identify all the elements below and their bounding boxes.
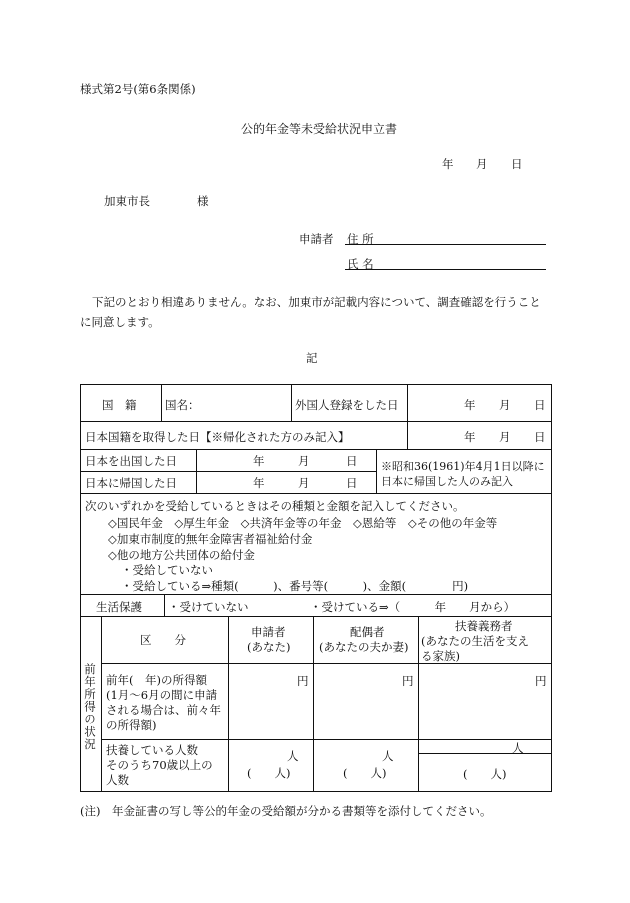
- left-japan-label: 日本を出国した日: [85, 454, 177, 468]
- returned-month: 月: [298, 476, 310, 490]
- col-applicant-2: (あなた): [247, 640, 291, 654]
- addressee-mayor: 加東市長: [104, 194, 150, 208]
- person-paren-dependent: ( 人): [463, 767, 507, 781]
- attachment-note: (注) 年金証書の写し等公的年金の受給額が分かる書類等を添付してください。: [80, 804, 492, 818]
- page-title: 公的年金等未受給状況申立書: [241, 122, 398, 136]
- nationality-label: 国 籍: [102, 398, 137, 412]
- receiving-option[interactable]: ・受給している⇒種類( )、番号等( )、金額( 円): [121, 579, 469, 593]
- date-month: 月: [476, 157, 488, 171]
- left-japan-month: 月: [298, 454, 310, 468]
- applicant-label: 申請者: [299, 232, 334, 246]
- pension-line-3: ◇他の地方公共団体の給付金: [108, 548, 255, 562]
- name-label: 氏 名: [347, 257, 374, 271]
- naturalization-year: 年: [464, 430, 476, 444]
- date-year: 年: [442, 157, 454, 171]
- returned-day: 日: [346, 476, 358, 490]
- addressee-sama: 様: [197, 194, 209, 208]
- col-dependent-3: る家族): [421, 649, 460, 663]
- ki-label: 記: [306, 351, 318, 365]
- col-dependent-2: (あなたの生活を支え: [421, 634, 529, 648]
- pension-line-1: ◇国民年金 ◇厚生年金 ◇共済年金等の年金 ◇恩給等 ◇その他の年金等: [108, 516, 498, 530]
- dependents-row-3: 人数: [106, 773, 129, 787]
- date-day: 日: [511, 157, 523, 171]
- form-number: 様式第2号(第6条関係): [80, 82, 196, 96]
- left-japan-day: 日: [346, 454, 358, 468]
- income-side-label: 前年所得の状況: [83, 663, 97, 751]
- income-row-2: (1月～6月の間に申請: [106, 688, 218, 702]
- alien-registration-label: 外国人登録をした日: [295, 398, 399, 412]
- showa-note-1: ※昭和36(1961)年4月1日以降に: [381, 460, 545, 473]
- address-label: 住 所: [347, 232, 374, 246]
- pension-line-2: ◇加東市制度的無年金障害者福祉給付金: [108, 532, 313, 546]
- col-spouse-1: 配偶者: [350, 625, 385, 639]
- dependents-row-2: そのうち70歳以上の: [106, 758, 213, 772]
- statement-line-1: 下記のとおり相違ありません。なお、加東市が記載内容について、調査確認を行うこと: [92, 295, 541, 309]
- yen-applicant: 円: [297, 674, 309, 688]
- person-spouse: 人: [382, 749, 394, 763]
- person-paren-spouse: ( 人): [343, 766, 387, 780]
- naturalization-label: 日本国籍を取得した日【※帰化された方のみ記入】: [85, 430, 350, 444]
- name-field[interactable]: [345, 269, 546, 270]
- income-row-1: 前年( 年)の所得額: [106, 673, 207, 687]
- alien-reg-month: 月: [499, 398, 511, 412]
- col-applicant-1: 申請者: [251, 625, 286, 639]
- naturalization-day: 日: [534, 430, 546, 444]
- yen-spouse: 円: [402, 674, 414, 688]
- alien-reg-year: 年: [464, 398, 476, 412]
- country-label: 国名：: [165, 398, 200, 412]
- left-japan-year: 年: [253, 454, 265, 468]
- naturalization-month: 月: [499, 430, 511, 444]
- income-row-4: の所得額): [106, 718, 157, 732]
- welfare-label: 生活保護: [96, 600, 142, 614]
- income-row-3: される場合は、前々年: [106, 703, 221, 717]
- pension-intro: 次のいずれかを受給しているときはその種類と金額を記入してください。: [85, 499, 465, 513]
- statement-line-2: に同意します。: [80, 315, 160, 329]
- alien-reg-day: 日: [534, 398, 546, 412]
- showa-note-2: 日本に帰国した人のみ記入: [381, 475, 513, 488]
- person-applicant: 人: [287, 749, 299, 763]
- dependents-row-1: 扶養している人数: [106, 743, 198, 757]
- not-receiving-option[interactable]: ・受給していない: [121, 563, 213, 577]
- col-dependent-1: 扶養義務者: [455, 619, 513, 633]
- address-field[interactable]: [345, 244, 546, 245]
- person-paren-applicant: ( 人): [247, 766, 291, 780]
- welfare-yes-option[interactable]: ・受けている⇒（ 年 月から）: [310, 600, 516, 614]
- person-dependent: 人: [512, 741, 524, 755]
- col-spouse-2: (あなたの夫か妻): [319, 640, 409, 654]
- returned-label: 日本に帰国した日: [85, 476, 177, 490]
- welfare-no-option[interactable]: ・受けていない: [168, 600, 249, 614]
- returned-year: 年: [253, 476, 265, 490]
- yen-dependent: 円: [535, 674, 547, 688]
- category-header: 区 分: [140, 633, 186, 647]
